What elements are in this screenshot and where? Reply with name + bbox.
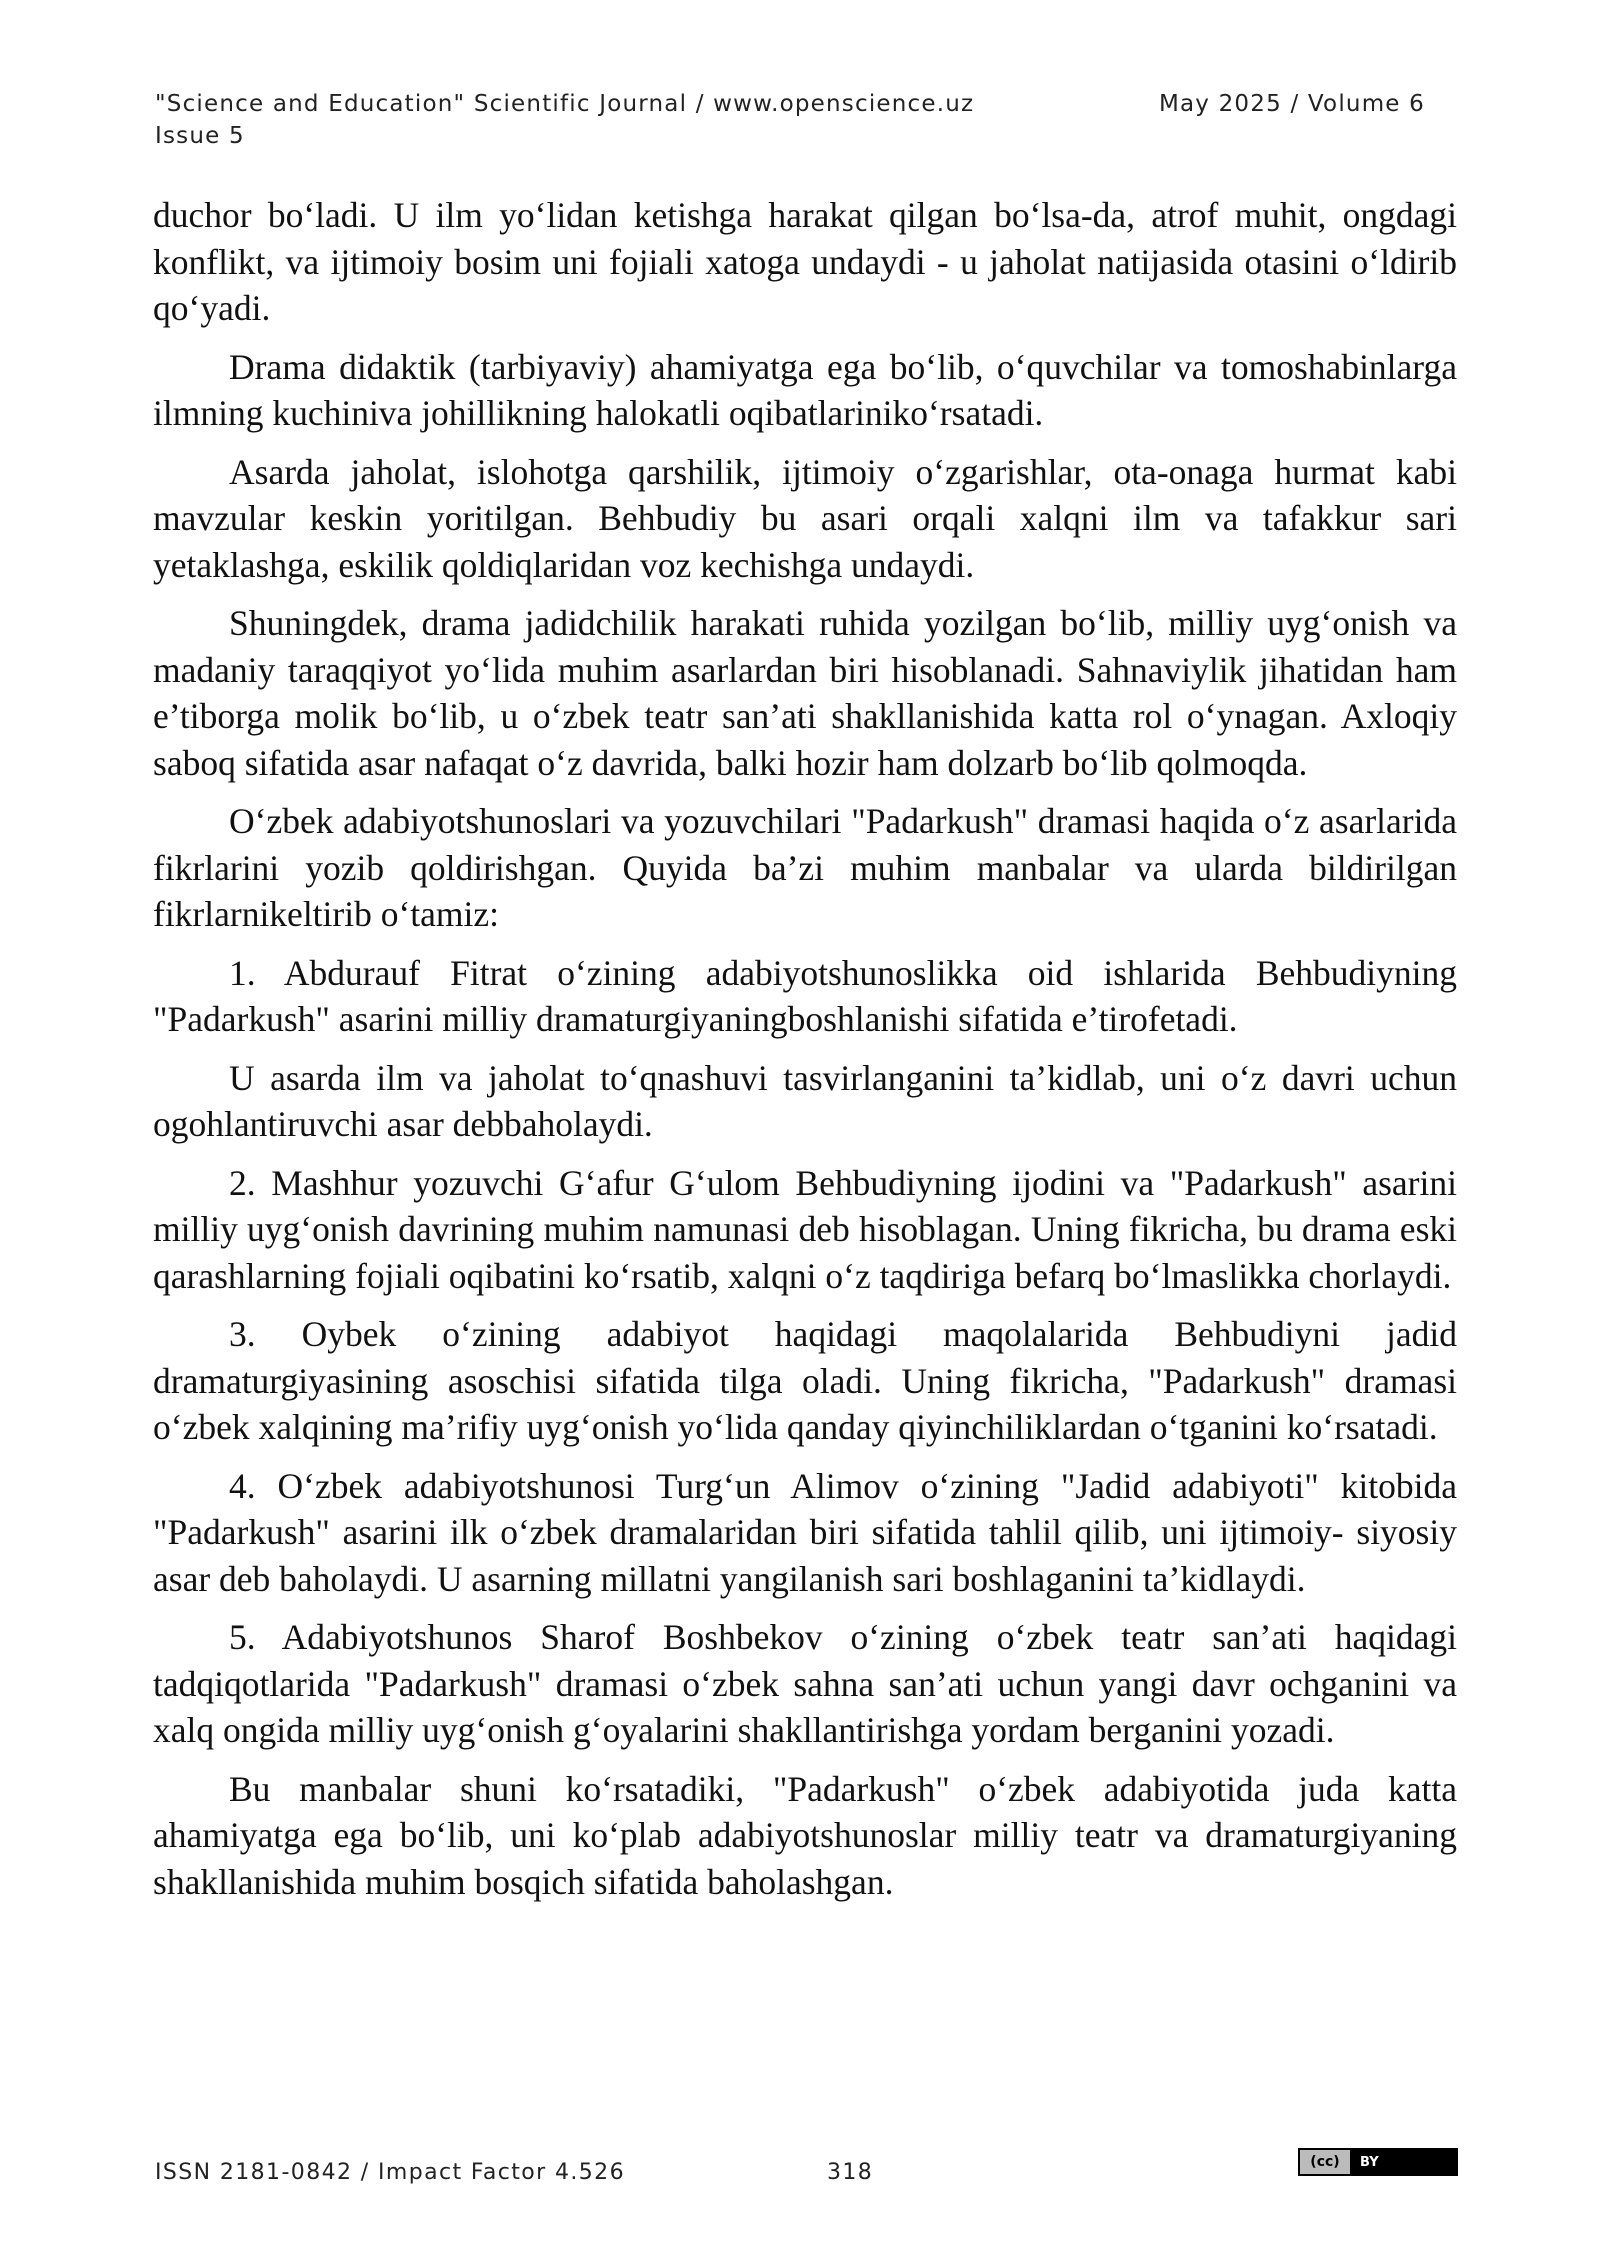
paragraph: duchor bo‘ladi. U ilm yo‘lidan ketishga harakat qilgan bo‘lsa-da, atrof muhit, ongdagi konflikt, va ijtimoiy bosim uni fojiali xatoga undaydi - u jaholat natijasida otasini o‘ldirib qo‘yadi. <box>153 195 1457 328</box>
by-icon: BY <box>1360 2154 1379 2170</box>
paragraph: Bu manbalar shuni ko‘rsatadiki, "Padarkush" o‘zbek adabiyotida juda katta ahamiyatga ega bo‘lib, uni ko‘plab adabiyotshunoslar milliy teatr va dramaturgiyaning shakllanishida muhim bosqich sifatida baholashgan. <box>153 1768 1457 1902</box>
issn-impact-factor: ISSN 2181-0842 / Impact Factor 4.526 <box>155 2160 625 2185</box>
paragraph: Shuningdek, drama jadidchilik harakati ruhida yozilgan bo‘lib, milliy uyg‘onish va madaniy taraqqiyot yo‘lida muhim asarlardan biri hisoblanadi. Sahnaviylik jihatidan ham e’tiborga molik bo‘lib, u o‘zbek teatr san’ati shakllanishida katta rol o‘ynagan. Axloqiy saboq sifatida asar nafaqat o‘z davrida, balki hozir ham dolzarb bo‘lib qolmoqda. <box>153 603 1457 783</box>
page-footer <box>155 2160 1459 2185</box>
paragraph: Drama didaktik (tarbiyaviy) ahamiyatga ega bo‘lib, o‘quvchilar va tomoshabinlarga ilmning kuchiniva johillikning halokatli oqibatlariniko‘rsatadi. <box>153 346 1457 433</box>
list-item: 4. O‘zbek adabiyotshunosi Turg‘un Alimov o‘zining "Jadid adabiyoti" kitobida "Padarkush" asarini ilk o‘zbek dramalaridan biri sifatida tahlil qilib, uni ijtimoiy- siyosiy asar deb baholaydi. U asarning millatni yangilanish sari boshlaganini ta’kidlaydi. <box>153 1465 1457 1599</box>
paragraph: Asarda jaholat, islohotga qarshilik, ijtimoiy o‘zgarishlar, ota-onaga hurmat kabi mavzular keskin yoritilgan. Behbudiy bu asari orqali xalqni ilm va tafakkur sari yetaklashga, eskilik qoldiqlaridan voz kechishga undaydi. <box>153 451 1457 585</box>
list-item: 1. Abdurauf Fitrat o‘zining adabiyotshunoslikka oid ishlarida Behbudiyning "Padarkush" asarini milliy dramaturgiyaningboshlanishi sifatida e’tirofetadi. <box>153 952 1457 1039</box>
issue-label: Issue 5 <box>155 123 245 149</box>
running-header <box>155 88 1425 152</box>
article-body <box>153 192 1457 1917</box>
journal-title: "Science and Education" Scientific Journal / www.openscience.uz <box>155 91 975 117</box>
list-item: 3. Oybek o‘zining adabiyot haqidagi maqolalarida Behbudiyni jadid dramaturgiyasining asoschisi sifatida tilga oladi. Uning fikricha, "Padarkush" dramasi o‘zbek xalqining ma’rifiy uyg‘onish yo‘lida qanday qiyinchiliklardan o‘tganini ko‘rsatadi. <box>153 1314 1457 1447</box>
list-item: 2. Mashhur yozuvchi G‘afur G‘ulom Behbudiyning ijodini va "Padarkush" asarini milliy uyg‘onish davrining muhim namunasi deb hisoblagan. Uning fikricha, bu drama eski qarashlarning fojiali oqibatini ko‘rsatib, xalqni o‘z taqdiriga befarq bo‘lmaslikka chorlaydi. <box>153 1162 1457 1296</box>
list-item: 5. Adabiyotshunos Sharof Boshbekov o‘zining o‘zbek teatr san’ati haqidagi tadqiqotlarida "Padarkush" dramasi o‘zbek sahna san’ati uchun yangi davr ochganini va xalq ongida milliy uyg‘onish g‘oyalarini shakllantirishga yordam berganini yozadi. <box>153 1617 1457 1750</box>
paragraph: O‘zbek adabiyotshunoslari va yozuvchilari "Padarkush" dramasi haqida o‘z asarlarida fikrlarini yozib qoldirishgan. Quyida ba’zi muhim manbalar va ularda bildirilgan fikrlarnikeltirib o‘tamiz: <box>153 801 1457 934</box>
date-volume: May 2025 / Volume 6 <box>1158 91 1425 117</box>
cc-icon: (cc) <box>1300 2150 1352 2174</box>
page-number: 318 <box>827 2160 874 2185</box>
cc-by-license-icon <box>1298 2148 1458 2176</box>
paragraph: U asarda ilm va jaholat to‘qnashuvi tasvirlanganini ta’kidlab, uni o‘z davri uchun ogohlantiruvchi asar debbaholaydi. <box>153 1057 1457 1144</box>
